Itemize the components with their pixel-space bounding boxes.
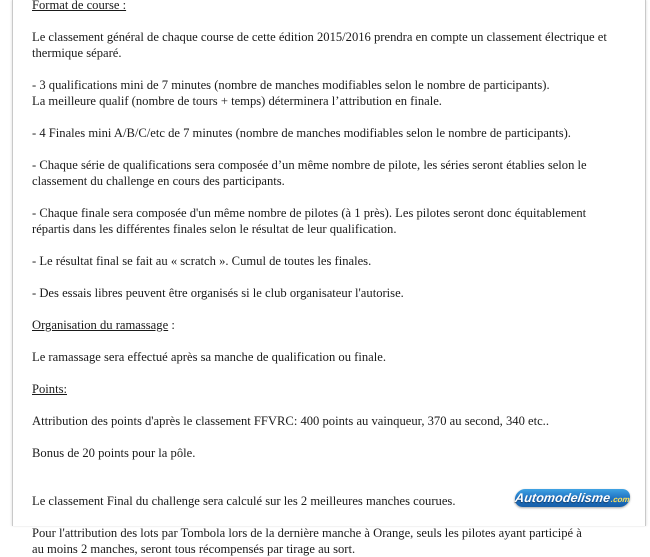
ramassage-heading: Organisation du ramassage bbox=[32, 318, 169, 332]
logo-name: Automodelisme bbox=[514, 491, 612, 505]
tombola-line-1: Pour l'attribution des lots par Tombola lors de la dernière manche à Orange, seuls les pilotes ayant participé à bbox=[32, 526, 582, 540]
qualifications-line-1: - 3 qualifications mini de 7 minutes (nombre de manches modifiables selon le nombre de participants). bbox=[32, 78, 550, 92]
qualifications-line-2: La meilleure qualif (nombre de tours + temps) déterminera l’attribution en finale. bbox=[32, 94, 442, 108]
ramassage-text: Le ramassage sera effectué après sa manche de qualification ou finale. bbox=[32, 350, 386, 364]
points-attribution-text: Attribution des points d'après le classement FFVRC: 400 points au vainqueur, 370 au second, 340 etc.. bbox=[32, 414, 549, 428]
free-practice-text: - Des essais libres peuvent être organisés si le club organisateur l'autorise. bbox=[32, 286, 404, 300]
document-body bbox=[32, 0, 617, 557]
ramassage-heading-suffix: : bbox=[168, 318, 175, 332]
format-intro: Le classement général de chaque course de cette édition 2015/2016 prendra en compte un classement électrique et thermique séparé. bbox=[32, 30, 607, 60]
pole-bonus-text: Bonus de 20 points pour la pôle. bbox=[32, 446, 196, 460]
tombola-line-2: au moins 2 manches, seront tous récompensés par tirage au sort. bbox=[32, 542, 356, 556]
finals-text: - 4 Finales mini A/B/C/etc de 7 minutes (nombre de manches modifiables selon le nombre de participants). bbox=[32, 126, 571, 140]
final-composition-text: - Chaque finale sera composée d'un même nombre de pilotes (à 1 près). Les pilotes seront donc équitablement répartis dans les différentes finales selon le résultat de leur qualification. bbox=[32, 206, 587, 236]
logo-extension: .com bbox=[610, 495, 631, 504]
automodelisme-watermark-logo bbox=[514, 489, 632, 507]
points-heading: Points: bbox=[32, 382, 67, 396]
ramassage-heading-line bbox=[32, 317, 617, 333]
series-text: - Chaque série de qualifications sera composée d’un même nombre de pilote, les séries seront établies selon le classement du challenge en cours des participants. bbox=[32, 158, 587, 188]
final-ranking-text: Le classement Final du challenge sera calculé sur les 2 meilleures manches courues. bbox=[32, 494, 456, 508]
format-heading: Format de course : bbox=[32, 0, 127, 12]
result-text: - Le résultat final se fait au « scratch ». Cumul de toutes les finales. bbox=[32, 254, 372, 268]
